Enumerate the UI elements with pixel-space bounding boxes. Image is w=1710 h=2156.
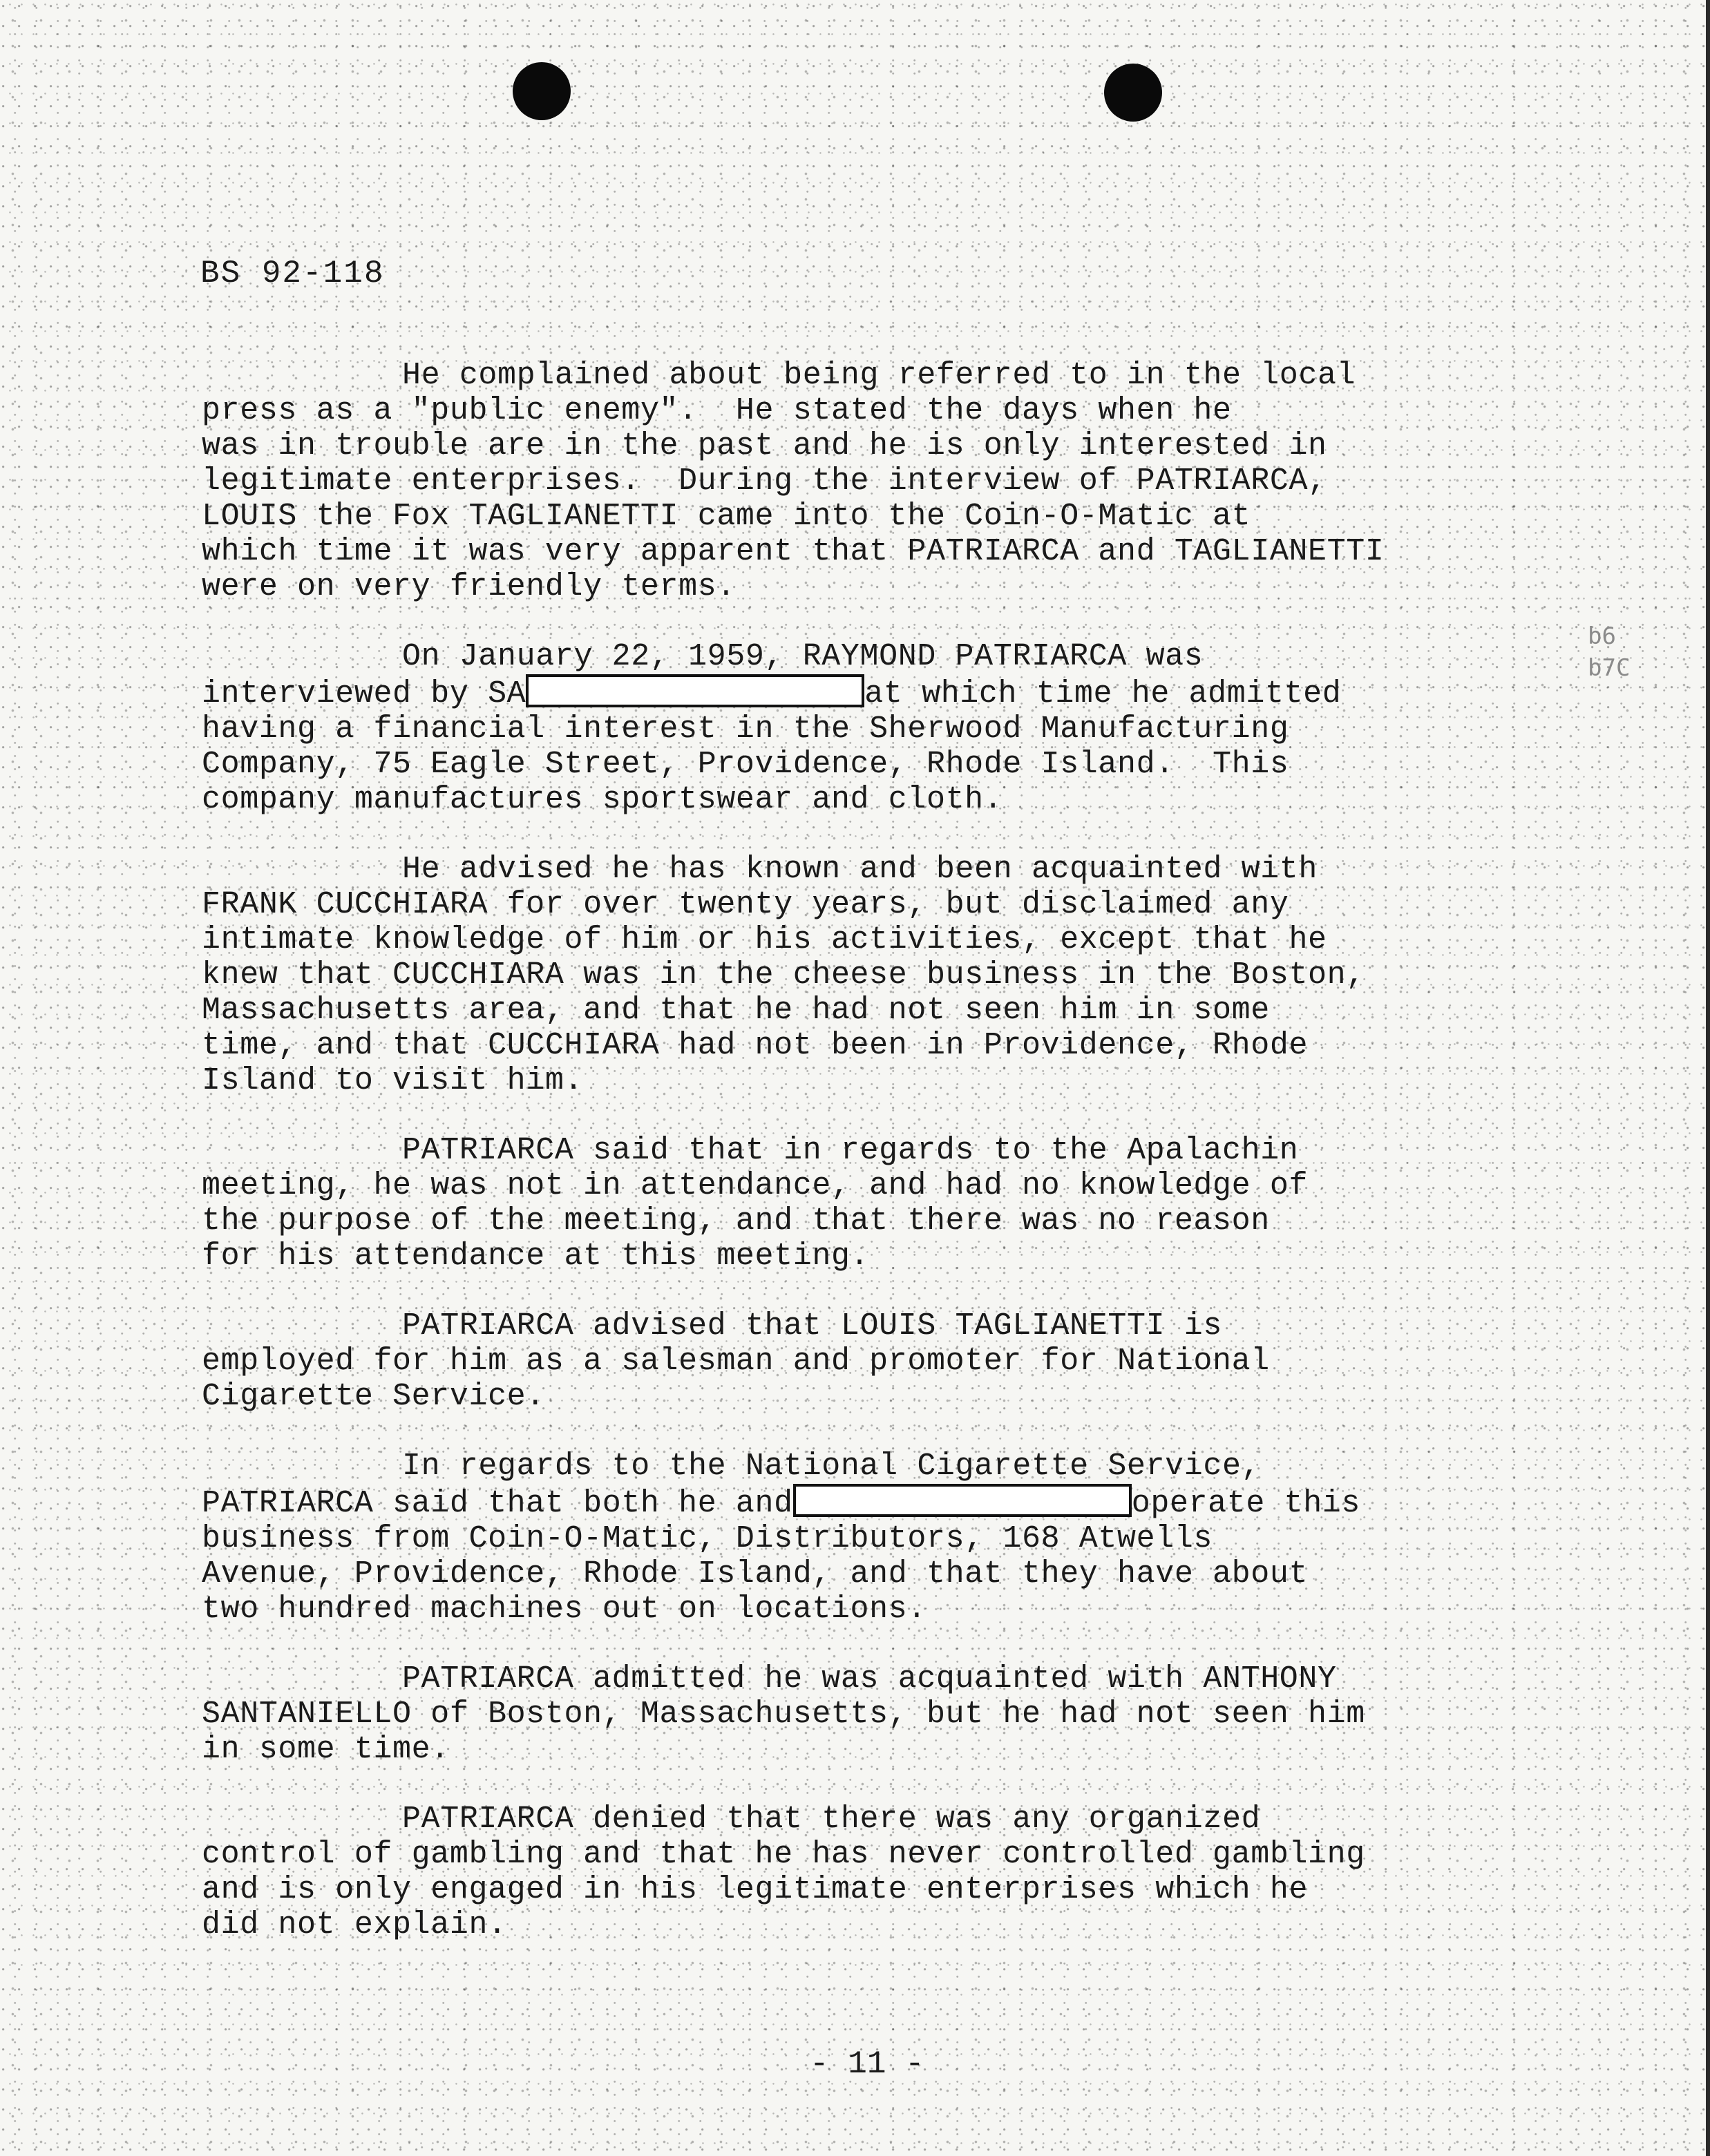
text-line-with-redaction (202, 674, 1514, 712)
text-segment: PATRIARCA said that both he and (202, 1486, 793, 1521)
redaction-box (526, 674, 864, 707)
text-line-with-redaction (202, 1484, 1514, 1521)
text-line: He advised he has known and been acquainted with (402, 852, 1318, 887)
punch-hole-right (1104, 64, 1162, 122)
text-line: did not explain. (202, 1907, 507, 1943)
paragraph-4 (202, 1133, 1514, 1274)
text-line: In regards to the National Cigarette Service, (402, 1449, 1261, 1484)
redaction-box (793, 1484, 1132, 1517)
punch-hole-left (513, 62, 571, 120)
text-line: Massachusetts area, and that he had not seen him in some (202, 993, 1270, 1028)
text-line: for his attendance at this meeting. (202, 1239, 870, 1274)
text-line: PATRIARCA said that in regards to the Apalachin (402, 1133, 1299, 1168)
text-line: press as a "public enemy". He stated the days when he (202, 393, 1232, 428)
paragraph-6 (202, 1449, 1514, 1627)
text-line: FRANK CUCCHIARA for over twenty years, but disclaimed any (202, 887, 1289, 922)
exemption-codes (1588, 620, 1630, 684)
text-line: legitimate enterprises. During the interview of PATRIARCA, (202, 464, 1327, 499)
exemption-code-b7c: b7C (1588, 654, 1631, 682)
text-line: having a financial interest in the Sherwood Manufacturing (202, 712, 1289, 747)
text-line: intimate knowledge of him or his activities, except that he (202, 922, 1327, 957)
text-line: employed for him as a salesman and promoter for National (202, 1344, 1270, 1379)
paragraph-8 (202, 1802, 1514, 1943)
text-line: was in trouble are in the past and he is only interested in (202, 428, 1327, 464)
text-line: meeting, he was not in attendance, and had no knowledge of (202, 1168, 1309, 1203)
text-line: the purpose of the meeting, and that there was no reason (202, 1203, 1270, 1239)
text-line: Avenue, Providence, Rhode Island, and that they have about (202, 1556, 1309, 1592)
text-line: company manufactures sportswear and cloth. (202, 782, 1003, 817)
text-line: Cigarette Service. (202, 1379, 545, 1414)
exemption-code-b6: b6 (1588, 622, 1616, 650)
text-line: and is only engaged in his legitimate enterprises which he (202, 1872, 1309, 1907)
paragraph-2 (202, 639, 1514, 817)
text-line: two hundred machines out on locations. (202, 1592, 927, 1627)
text-line: which time it was very apparent that PATRIARCA and TAGLIANETTI (202, 534, 1385, 569)
paragraph-7 (202, 1661, 1514, 1767)
text-line: He complained about being referred to in the local (402, 358, 1356, 393)
text-line: Island to visit him. (202, 1063, 584, 1098)
text-line: SANTANIELLO of Boston, Massachusetts, but he had not seen him (202, 1697, 1365, 1732)
text-line: PATRIARCA denied that there was any organized (402, 1802, 1261, 1837)
text-line: business from Coin-O-Matic, Distributors, 168 Atwells (202, 1521, 1213, 1556)
text-segment: interviewed by SA (202, 676, 526, 712)
text-line: Company, 75 Eagle Street, Providence, Rhode Island. This (202, 747, 1289, 782)
text-line: On January 22, 1959, RAYMOND PATRIARCA was (402, 639, 1204, 674)
file-number: BS 92-118 (200, 256, 385, 292)
text-line: time, and that CUCCHIARA had not been in Providence, Rhode (202, 1028, 1309, 1063)
text-line: LOUIS the Fox TAGLIANETTI came into the Coin-O-Matic at (202, 499, 1251, 534)
text-line: were on very friendly terms. (202, 569, 736, 604)
text-segment: operate this (1131, 1486, 1361, 1521)
page-number: - 11 - (810, 2046, 924, 2082)
paragraph-1 (202, 358, 1514, 604)
text-segment: at which time he admitted (864, 676, 1342, 712)
paragraph-5 (202, 1308, 1514, 1414)
text-line: PATRIARCA advised that LOUIS TAGLIANETTI is (402, 1308, 1222, 1344)
text-line: knew that CUCCHIARA was in the cheese business in the Boston, (202, 957, 1365, 993)
paragraph-3 (202, 852, 1514, 1098)
text-line: in some time. (202, 1732, 450, 1767)
text-line: PATRIARCA admitted he was acquainted with ANTHONY (402, 1661, 1337, 1697)
document-body (202, 358, 1514, 1977)
text-line: control of gambling and that he has never controlled gambling (202, 1837, 1365, 1872)
page-edge-shadow (1706, 0, 1710, 2156)
